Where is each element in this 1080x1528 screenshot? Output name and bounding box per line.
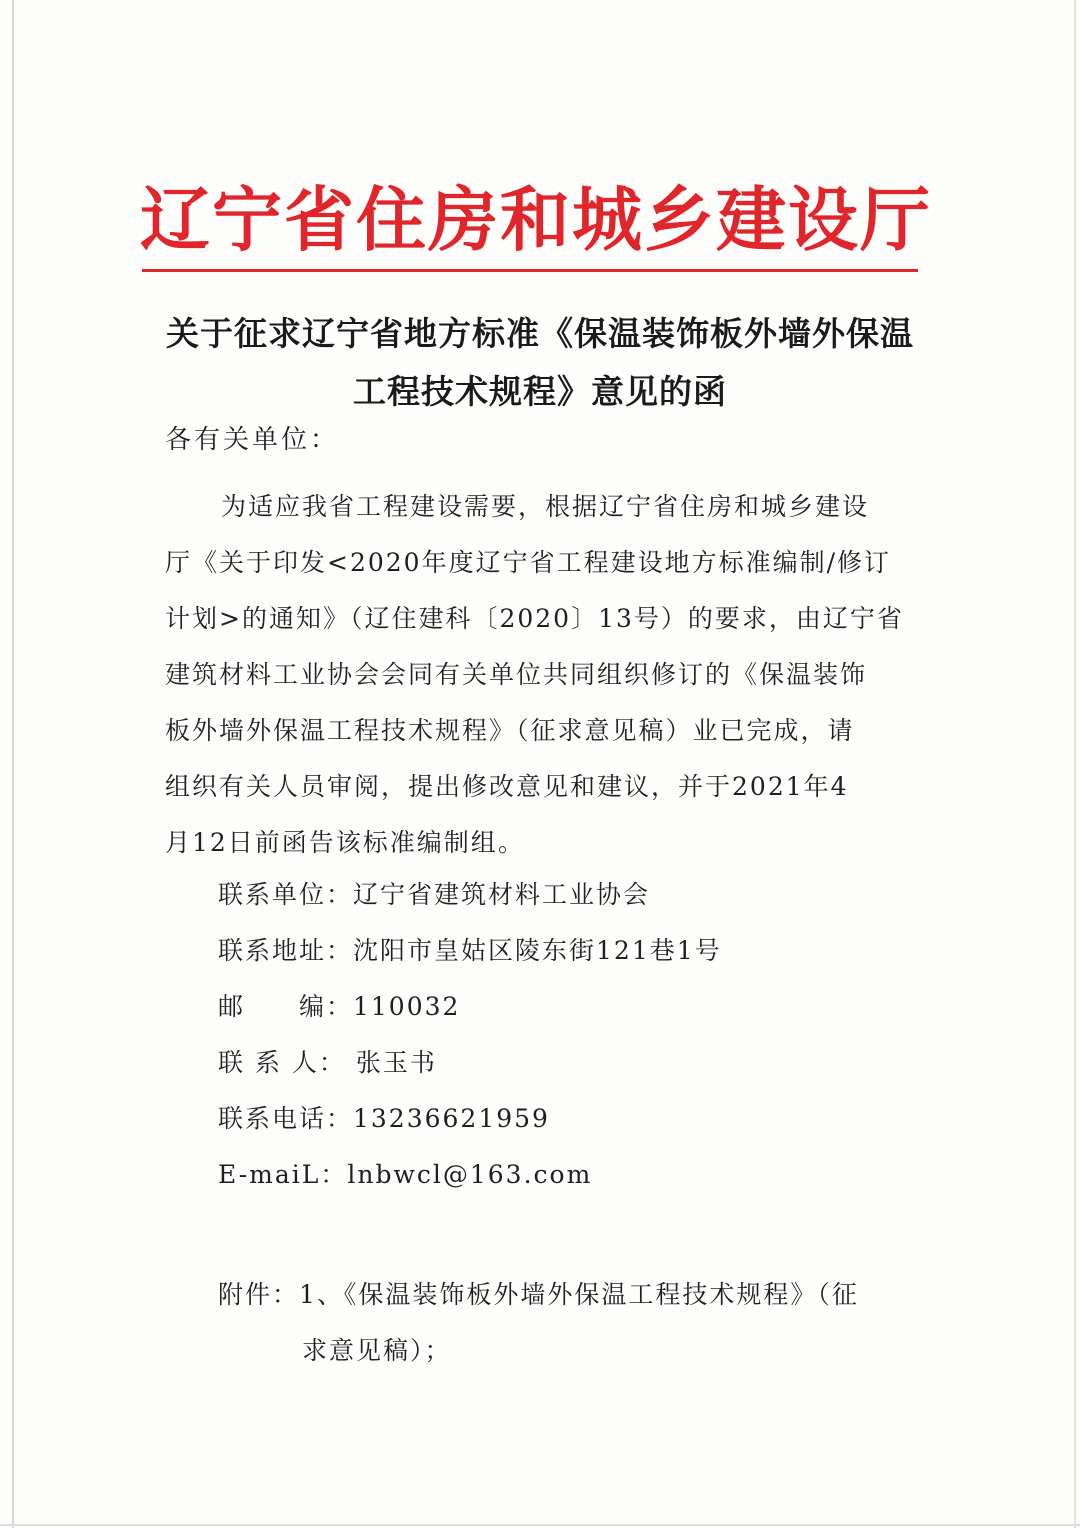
body-line: 组织有关人员审阅，提出修改意见和建议，并于2021年4 xyxy=(165,772,849,801)
document-title-line-1: 关于征求辽宁省地方标准《保温装饰板外墙外保温 xyxy=(166,314,914,353)
body-line: 板外墙外保温工程技术规程》（征求意见稿）业已完成，请 xyxy=(165,716,855,745)
body-line: 月12日前函告该标准编制组。 xyxy=(165,828,525,857)
scan-edge-bottom xyxy=(0,1524,1080,1526)
document-title-line-2: 工程技术规程》意见的函 xyxy=(353,372,727,411)
body-line: 建筑材料工业协会会同有关单位共同组织修订的《保温装饰 xyxy=(165,660,868,689)
scan-edge-left xyxy=(12,0,14,1528)
contact-unit: 联系单位：辽宁省建筑材料工业协会 xyxy=(218,880,651,909)
contact-postcode: 邮 编：110032 xyxy=(218,992,461,1021)
letterhead-red-rule xyxy=(142,269,918,272)
attachment-line-2: 求意见稿）； xyxy=(302,1336,452,1365)
document-title xyxy=(120,305,960,421)
body-line: 厅《关于印发<2020年度辽宁省工程建设地方标准编制/修订 xyxy=(165,548,891,577)
contact-block xyxy=(218,874,722,1210)
issuer-letterhead: 辽宁省住房和城乡建设厅 xyxy=(140,178,932,261)
contact-address: 联系地址：沈阳市皇姑区陵东街121巷1号 xyxy=(218,936,722,965)
contact-phone: 联系电话：13236621959 xyxy=(218,1104,550,1133)
attachment-block xyxy=(218,1274,859,1386)
body-line: 计划>的通知》（辽住建科〔2020〕13号）的要求，由辽宁省 xyxy=(165,604,904,633)
contact-person: 联 系 人： 张玉书 xyxy=(218,1048,437,1077)
salutation: 各有关单位： xyxy=(165,425,340,455)
attachment-line-1: 附件：1、《保温装饰板外墙外保温工程技术规程》（征 xyxy=(218,1280,859,1309)
scan-edge-right xyxy=(1074,0,1076,1528)
body-paragraph xyxy=(165,486,915,878)
body-line: 为适应我省工程建设需要，根据辽宁省住房和城乡建设 xyxy=(221,492,870,521)
contact-email: E-maiL：lnbwcl@163.com xyxy=(218,1160,593,1189)
